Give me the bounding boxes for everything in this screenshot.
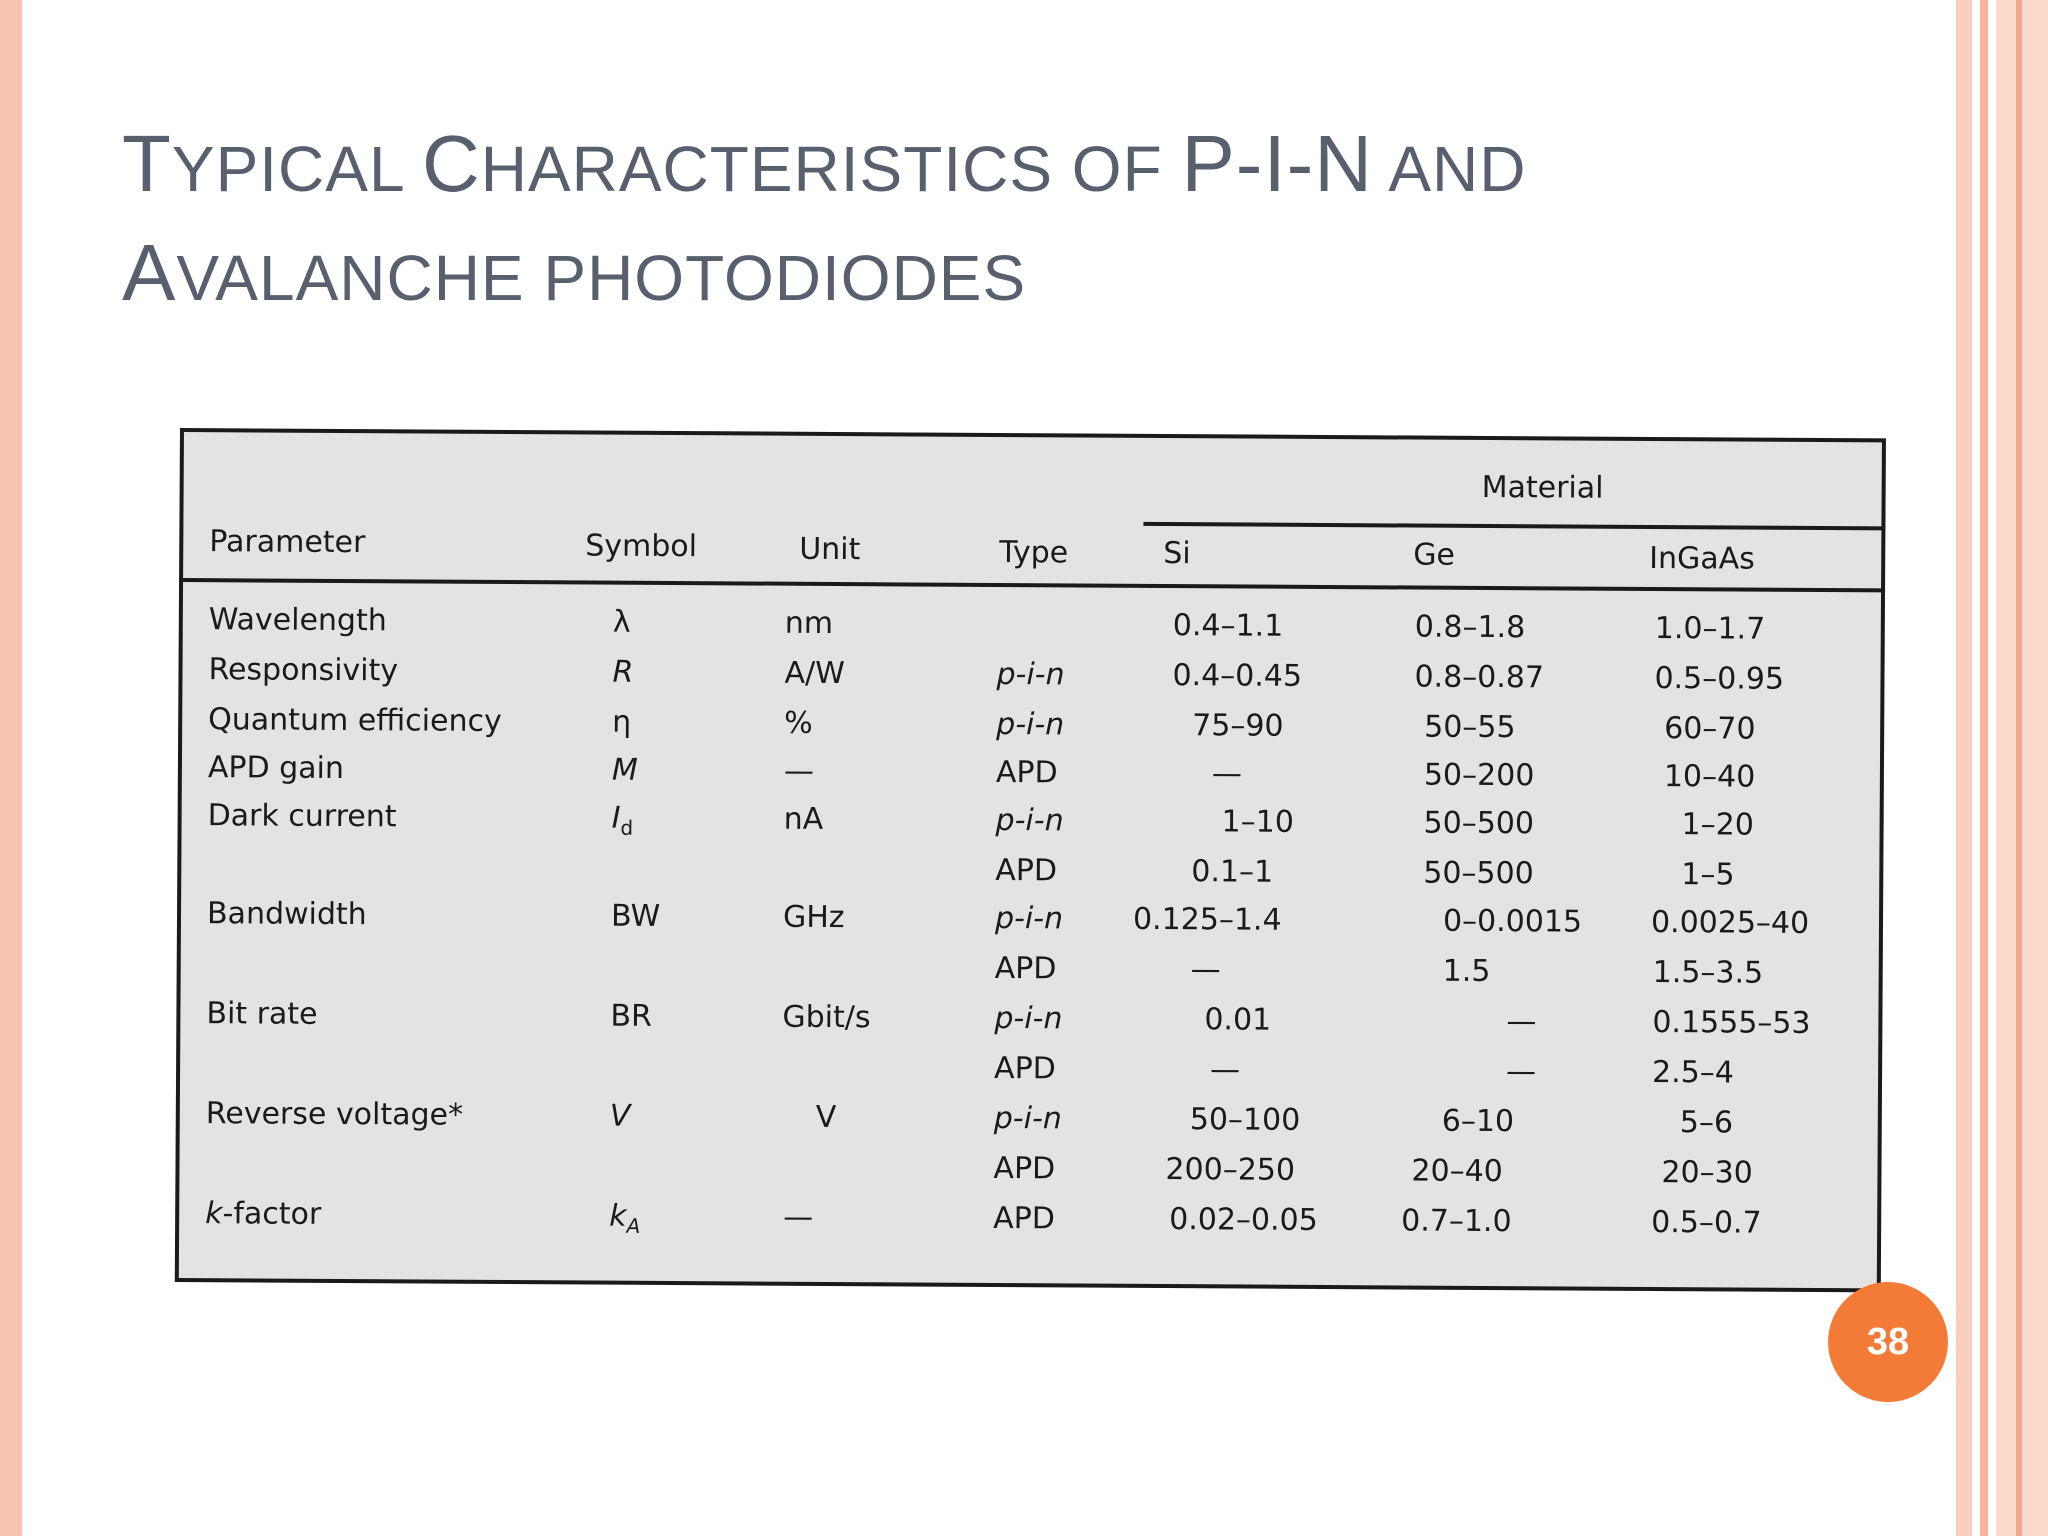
- cell-type: p-i-n: [996, 706, 1065, 743]
- cell-ingaas: 1.0–1.7: [1654, 611, 1766, 647]
- cell-unit: nm: [784, 605, 834, 641]
- cell-si: —: [1209, 1052, 1241, 1088]
- cell-parameter: Bandwidth: [206, 896, 367, 933]
- cell-unit: GHz: [782, 899, 845, 936]
- cell-ingaas: 1–20: [1681, 807, 1754, 843]
- cell-si: —: [1211, 756, 1243, 792]
- cell-ingaas: 20–30: [1661, 1155, 1753, 1191]
- cell-si: 1–10: [1221, 804, 1294, 840]
- param-italic-prefix: k: [205, 1196, 223, 1232]
- cell-ge: 0.7–1.0: [1401, 1203, 1512, 1240]
- cell-parameter: Responsivity: [208, 652, 399, 689]
- cell-ge: 0–0.0015: [1442, 903, 1583, 940]
- cell-type: APD: [993, 1150, 1056, 1187]
- cell-ge: —: [1505, 1054, 1537, 1090]
- page-number-badge: 38: [1828, 1282, 1948, 1402]
- title-text: P-I-N: [1181, 119, 1374, 208]
- cell-ge: 0.8–0.87: [1414, 659, 1545, 696]
- left-border-stripe: [0, 0, 22, 1536]
- cell-parameter: Quantum efficiency: [208, 702, 502, 739]
- title-cap: C: [421, 119, 481, 208]
- title-text: YPICAL: [171, 133, 422, 205]
- header-type: Type: [999, 535, 1069, 571]
- cell-si: 0.4–0.45: [1172, 658, 1303, 694]
- cell-ingaas: 2.5–4: [1651, 1055, 1734, 1091]
- cell-unit: Gbit/s: [782, 999, 871, 1036]
- header-symbol: Symbol: [585, 528, 698, 565]
- cell-ingaas: 60–70: [1664, 711, 1756, 747]
- cell-ingaas: 0.5–0.95: [1654, 661, 1785, 697]
- characteristics-table: [175, 428, 1886, 1292]
- cell-parameter: Wavelength: [208, 602, 387, 639]
- cell-symbol: η: [612, 704, 632, 740]
- cell-ingaas: 1–5: [1681, 857, 1735, 893]
- slide-title: [122, 112, 1722, 330]
- title-text: AND: [1373, 133, 1527, 205]
- cell-unit: V: [815, 1099, 837, 1136]
- cell-ge: 50–500: [1423, 805, 1535, 842]
- cell-ge: 1.5: [1442, 953, 1491, 990]
- title-text: HARACTERISTICS OF: [480, 133, 1182, 205]
- cell-symbol: BR: [610, 998, 652, 1034]
- cell-ingaas: 0.1555–53: [1652, 1005, 1811, 1041]
- cell-si: 0.4–1.1: [1172, 608, 1284, 644]
- cell-si: 0.1–1: [1191, 854, 1274, 890]
- cell-unit: —: [783, 753, 815, 789]
- cell-si: 75–90: [1192, 708, 1284, 744]
- cell-symbol: [609, 1199, 640, 1244]
- cell-si: 0.02–0.05: [1169, 1202, 1318, 1238]
- header-ingaas: InGaAs: [1649, 540, 1755, 577]
- symbol-main: k: [609, 1198, 627, 1234]
- header-si: Si: [1163, 536, 1191, 572]
- cell-type: p-i-n: [993, 1100, 1062, 1137]
- cell-si: 50–100: [1189, 1102, 1301, 1138]
- cell-parameter: Bit rate: [206, 996, 318, 1032]
- cell-type: APD: [993, 1200, 1056, 1237]
- cell-si: 0.01: [1204, 1002, 1272, 1038]
- cell-si: 0.125–1.4: [1132, 901, 1282, 938]
- title-cap: T: [122, 119, 172, 208]
- param-text: -factor: [222, 1196, 322, 1232]
- header-unit: Unit: [799, 531, 861, 568]
- cell-symbol: [611, 801, 633, 846]
- cell-symbol: R: [612, 654, 634, 690]
- cell-type: p-i-n: [994, 1000, 1063, 1037]
- cell-symbol: λ: [612, 604, 631, 640]
- cell-parameter: APD gain: [207, 750, 345, 787]
- material-group-header: Material: [1481, 469, 1604, 506]
- cell-si: 200–250: [1165, 1152, 1296, 1188]
- cell-unit: —: [783, 1199, 814, 1235]
- cell-ge: 0.8–1.8: [1414, 609, 1526, 646]
- header-parameter: Parameter: [209, 524, 366, 561]
- cell-ge: 20–40: [1411, 1153, 1503, 1190]
- cell-ge: 50–55: [1424, 709, 1516, 746]
- title-text: VALANCHE PHOTODIODES: [176, 242, 1027, 314]
- right-border-stripe: [2016, 0, 2022, 1536]
- cell-si: —: [1190, 952, 1221, 988]
- symbol-subscript: d: [620, 815, 634, 840]
- symbol-subscript: A: [626, 1213, 641, 1238]
- cell-type: APD: [995, 754, 1058, 791]
- right-border-stripe: [1996, 0, 2048, 1536]
- cell-unit: %: [784, 705, 813, 741]
- cell-symbol: BW: [610, 898, 661, 934]
- cell-ingaas: 10–40: [1663, 759, 1756, 795]
- cell-ingaas: 0.0025–40: [1650, 904, 1810, 941]
- cell-ingaas: 5–6: [1679, 1105, 1734, 1141]
- symbol-main: I: [611, 800, 621, 836]
- cell-ingaas: 0.5–0.7: [1651, 1205, 1762, 1241]
- cell-ge: —: [1506, 1004, 1537, 1040]
- cell-type: p-i-n: [995, 802, 1064, 839]
- cell-parameter: Dark current: [207, 798, 397, 835]
- cell-ingaas: 1.5–3.5: [1652, 955, 1764, 991]
- header-ge: Ge: [1413, 537, 1456, 573]
- cell-ge: 50–200: [1423, 757, 1535, 794]
- header-rule: [183, 578, 1885, 592]
- cell-type: APD: [995, 852, 1058, 889]
- cell-unit: A/W: [784, 655, 845, 692]
- right-border-stripe: [1980, 0, 1988, 1536]
- cell-unit: nA: [783, 801, 824, 837]
- cell-symbol: V: [609, 1098, 631, 1134]
- cell-type: p-i-n: [996, 656, 1065, 693]
- title-cap: A: [122, 228, 177, 317]
- cell-parameter: [205, 1196, 321, 1233]
- material-header-rule: [1143, 522, 1885, 531]
- cell-symbol: M: [611, 752, 638, 788]
- cell-type: APD: [993, 1050, 1056, 1087]
- cell-ge: 50–500: [1423, 855, 1534, 892]
- cell-type: p-i-n: [994, 900, 1064, 937]
- cell-type: APD: [994, 950, 1057, 987]
- cell-ge: 6–10: [1441, 1103, 1515, 1140]
- cell-parameter: Reverse voltage*: [205, 1096, 464, 1133]
- right-border-stripe: [1956, 0, 1972, 1536]
